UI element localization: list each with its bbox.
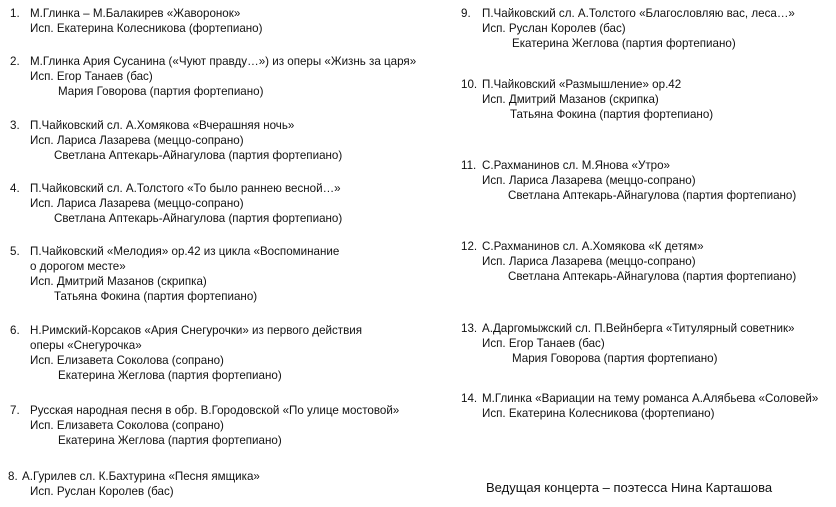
performer-line: Исп. Елизавета Соколова (сопрано)	[30, 419, 224, 432]
program-item	[440, 239, 836, 284]
item-title: А.Гурилев сл. К.Бахтурина «Песня ямщика»	[22, 470, 260, 483]
program-item	[440, 321, 836, 366]
performer-line: Исп. Егор Танаев (бас)	[482, 337, 605, 350]
program-item	[440, 77, 836, 122]
item-number: 1.	[10, 7, 20, 20]
item-number: 3.	[10, 119, 20, 132]
item-number: 9.	[461, 7, 471, 20]
item-number: 14.	[461, 392, 478, 405]
performer-line: Исп. Елизавета Соколова (сопрано)	[30, 354, 224, 367]
item-title-continued: о дорогом месте»	[30, 260, 126, 273]
accompanist-line: Екатерина Жеглова (партия фортепиано)	[58, 369, 282, 382]
program-item	[0, 181, 420, 226]
program-item	[0, 54, 420, 99]
item-number: 5.	[10, 245, 20, 258]
item-title: М.Глинка «Вариации на тему романса А.Алябьева «Соловей»	[482, 392, 819, 405]
item-title: А.Даргомыжский сл. П.Вейнберга «Титулярный советник»	[482, 322, 795, 335]
accompanist-line: Светлана Аптекарь-Айнагулова (партия фортепиано)	[54, 212, 343, 225]
item-number: 11.	[461, 159, 477, 172]
item-title: П.Чайковский сл. А.Толстого «То было раннею весной…»	[30, 182, 341, 195]
performer-line: Исп. Екатерина Колесникова (фортепиано)	[482, 407, 715, 420]
item-number: 10.	[461, 78, 478, 91]
accompanist-line: Мария Говорова (партия фортепиано)	[512, 352, 718, 365]
accompanist-line: Светлана Аптекарь-Айнагулова (партия фортепиано)	[508, 189, 797, 202]
accompanist-line: Мария Говорова (партия фортепиано)	[58, 85, 264, 98]
item-title: С.Рахманинов сл. А.Хомякова «К детям»	[482, 240, 704, 253]
accompanist-line: Екатерина Жеглова (партия фортепиано)	[58, 434, 282, 447]
accompanist-line: Светлана Аптекарь-Айнагулова (партия фортепиано)	[508, 270, 797, 283]
accompanist-line: Светлана Аптекарь-Айнагулова (партия фортепиано)	[54, 149, 343, 162]
item-title: С.Рахманинов сл. М.Янова «Утро»	[482, 159, 670, 172]
accompanist-line: Татьяна Фокина (партия фортепиано)	[510, 108, 714, 121]
accompanist-line: Татьяна Фокина (партия фортепиано)	[54, 290, 258, 303]
performer-line: Исп. Лариса Лазарева (меццо-сопрано)	[30, 134, 244, 147]
item-title: П.Чайковский «Размышление» ор.42	[482, 78, 682, 91]
accompanist-line: Екатерина Жеглова (партия фортепиано)	[512, 37, 736, 50]
performer-line: Исп. Лариса Лазарева (меццо-сопрано)	[482, 255, 696, 268]
program-item	[440, 158, 836, 203]
item-number: 4.	[10, 182, 20, 195]
program-item	[440, 391, 836, 421]
item-title: П.Чайковский сл. А.Толстого «Благословляю вас, леса…»	[482, 7, 795, 20]
performer-line: Исп. Екатерина Колесникова (фортепиано)	[30, 22, 263, 35]
item-title: П.Чайковский сл. А.Хомякова «Вчерашняя ночь»	[30, 119, 295, 132]
program-item	[0, 118, 420, 163]
item-number: 12.	[461, 240, 478, 253]
program-item	[0, 469, 420, 499]
item-title-continued: оперы «Снегурочка»	[30, 339, 142, 352]
item-number: 13.	[461, 322, 478, 335]
performer-line: Исп. Руслан Королев (бас)	[482, 22, 626, 35]
program-item	[0, 244, 420, 304]
performer-line: Исп. Егор Танаев (бас)	[30, 70, 153, 83]
item-title: П.Чайковский «Мелодия» ор.42 из цикла «Воспоминание	[30, 245, 340, 258]
item-number: 7.	[10, 404, 20, 417]
item-title: Н.Римский-Корсаков «Ария Снегурочки» из первого действия	[30, 324, 363, 337]
program-item	[440, 6, 836, 51]
concert-host-caption: Ведущая концерта – поэтесса Нина Карташова	[486, 480, 773, 495]
item-title: М.Глинка Ария Сусанина («Чуют правду…») из оперы «Жизнь за царя»	[30, 55, 417, 68]
item-title: М.Глинка – М.Балакирев «Жаворонок»	[30, 7, 241, 20]
item-number: 8.	[8, 470, 18, 483]
program-item	[0, 6, 420, 36]
performer-line: Исп. Лариса Лазарева (меццо-сопрано)	[30, 197, 244, 210]
program-item	[0, 323, 420, 383]
performer-line: Исп. Дмитрий Мазанов (скрипка)	[482, 93, 659, 106]
performer-line: Исп. Лариса Лазарева (меццо-сопрано)	[482, 174, 696, 187]
performer-line: Исп. Дмитрий Мазанов (скрипка)	[30, 275, 207, 288]
item-title: Русская народная песня в обр. В.Городовской «По улице мостовой»	[30, 404, 400, 417]
performer-line: Исп. Руслан Королев (бас)	[30, 485, 174, 498]
program-item	[0, 403, 420, 448]
item-number: 2.	[10, 55, 20, 68]
item-number: 6.	[10, 324, 20, 337]
